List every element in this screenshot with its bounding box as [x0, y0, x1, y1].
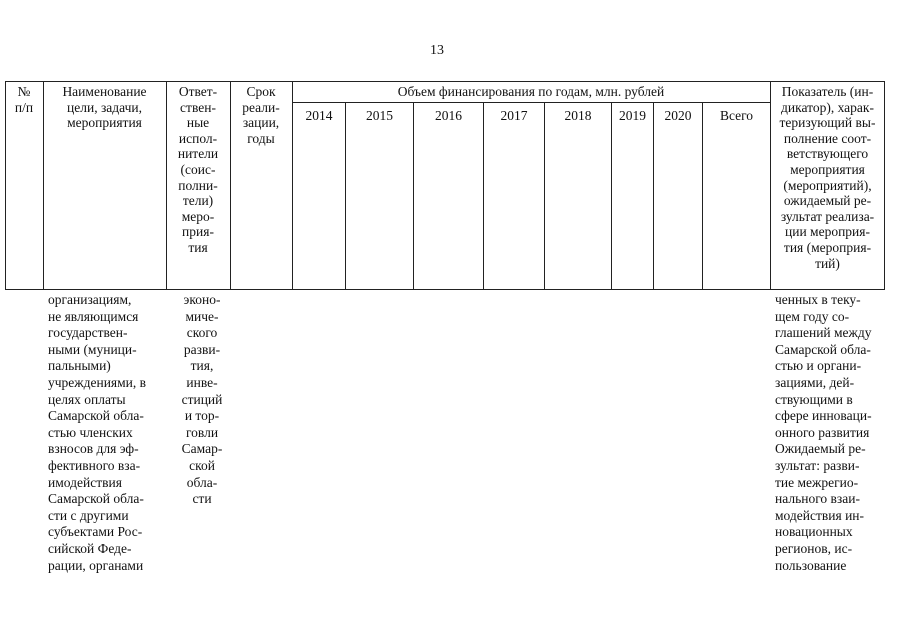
year-divider [702, 102, 703, 290]
page-number: 13 [430, 43, 444, 58]
year-divider [611, 102, 612, 290]
year-divider [653, 102, 654, 290]
year-total: Всего [719, 108, 754, 123]
year-2019: 2019 [619, 108, 646, 123]
header-responsible: Ответ- ствен- ные испол- нители (соис- полни- тели) меро- прия- тия [177, 84, 219, 255]
year-divider [483, 102, 484, 290]
year-2017: 2017 [500, 108, 528, 123]
year-2015: 2015 [366, 108, 393, 123]
year-2020: 2020 [664, 108, 692, 123]
table-border-right [884, 81, 885, 290]
year-divider [345, 102, 346, 290]
year-divider [413, 102, 414, 290]
body-indicator-text: ченных в теку- щем году со- глашений между Самарской обла- стью и органи- зациями, дей- ствующими в сфере инноваци- онного развития Ожидаемый ре- зультат: разви- тие межрегио- нального взаи- модействия ин- новационных регионов, ис- пользование [775, 292, 872, 573]
header-num: № п/п [14, 84, 34, 115]
table-border-top [5, 81, 885, 82]
header-term: Срок реали- зации, годы [242, 84, 280, 146]
table-border-bottom [5, 289, 885, 290]
year-2014: 2014 [305, 108, 333, 123]
header-funding-title: Объем финансирования по годам, млн. рублей [397, 84, 665, 99]
year-divider [544, 102, 545, 290]
header-name: Наименование цели, задачи, мероприятия [62, 84, 147, 131]
body-responsible-text: эконо- миче- ского разви- тия, инве- стиций и тор- говли Самар- ской обла- сти [181, 292, 223, 507]
table-border-left [5, 81, 6, 290]
year-2018: 2018 [564, 108, 592, 123]
funding-table [5, 81, 885, 290]
funding-subheader-line [292, 102, 770, 103]
year-2016: 2016 [435, 108, 462, 123]
header-indicator: Показатель (ин- дикатор), харак- теризующий вы- полнение соот- ветствующего мероприятия (мероприятий), ожидаемый ре- зультат реализа- ции мероприя- тия (мероприя- тий) [779, 84, 876, 271]
body-name-text: организациям, не являющимся государствен- ными (муници- пальными) учреждениями, в целях оплаты Самарской обла- стью членских взносов для эф- фективного вза- имодействия Самарской обла- сти с другими субъектами Рос- сийской Феде- рации, органами [48, 292, 147, 573]
column-divider [43, 81, 44, 290]
